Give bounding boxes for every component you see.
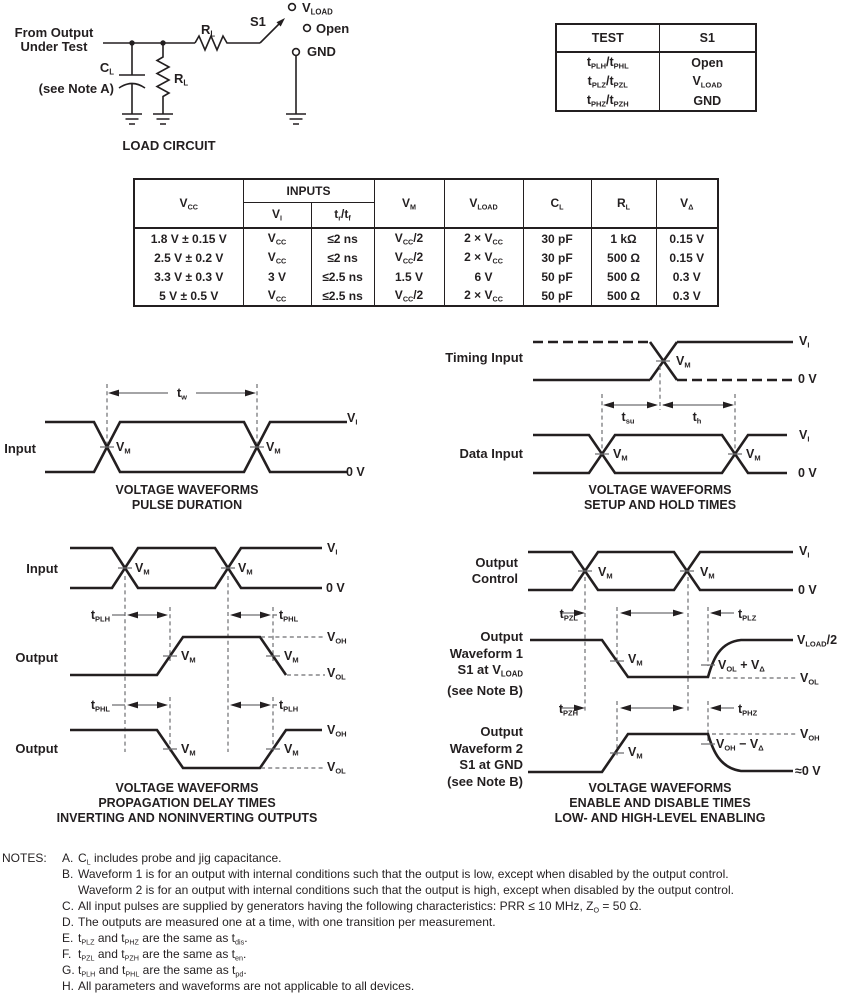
cell: 30 pF xyxy=(523,248,591,267)
s1-table-row xyxy=(556,91,756,111)
vi-level-label: $V_I$ xyxy=(327,541,338,557)
note-text: $C_L$ includes probe and jig capacitance. xyxy=(78,851,282,867)
notes-title: NOTES: xyxy=(2,851,47,865)
note-text: Waveform 2 is for an output with internal conditions such that the output is high, except when disabled by the output control. xyxy=(78,883,734,897)
label-line: (see Note B) xyxy=(447,773,523,789)
note-text: All input pulses are supplied by generators having the following characteristics: PRR ≤ 10 MHz, $Z_O = 50$ Ω. xyxy=(78,899,642,915)
tsu-label: $t_{su}$ xyxy=(621,410,635,426)
cell: 50 pF xyxy=(523,286,591,306)
cl-label xyxy=(39,60,114,97)
caption-line: ENABLE AND DISABLE TIMES xyxy=(569,796,751,810)
vi-level-label: $V_I$ xyxy=(799,544,810,560)
col-header-vdelta: $V_\Delta$ xyxy=(656,179,718,228)
note-text: $t_{PZL}$ and $t_{PZH}$ are the same as $t_{en}$. xyxy=(78,947,247,963)
cell: $V_{LOAD}$ xyxy=(692,73,723,90)
caption-line: VOLTAGE WAVEFORMS xyxy=(115,483,259,497)
cell: 0.15 V xyxy=(656,248,718,267)
cell: 50 pF xyxy=(523,267,591,286)
tphl-label: $t_{PHL}$ xyxy=(279,608,299,624)
table-row xyxy=(134,248,718,267)
prop-output1-label: Output xyxy=(15,650,58,665)
vm-label: $V_M$ xyxy=(284,742,299,758)
cell: 1.5 V xyxy=(374,267,444,286)
cell: $t_{PHZ}/t_{PZH}$ xyxy=(556,91,659,111)
zero-v-level-label: 0 V xyxy=(798,466,817,480)
note-text: All parameters and waveforms are not applicable to all devices. xyxy=(78,979,415,993)
note-text: $t_{PLZ}$ and $t_{PHZ}$ are the same as $t_{dis}$. xyxy=(78,931,248,947)
cell: 5 V ± 0.5 V xyxy=(134,286,243,306)
label-line: Output xyxy=(480,629,523,644)
table-row xyxy=(134,228,718,248)
voh-level-label: $V_{OH}$ xyxy=(327,723,347,739)
cell: $V_{CC}$ xyxy=(243,248,311,267)
table-row xyxy=(134,286,718,306)
tplz-label: $t_{PLZ}$ xyxy=(738,607,757,623)
col-header-rl: $R_L$ xyxy=(591,179,656,228)
timing-input-label: Timing Input xyxy=(445,350,523,365)
vi-level-label: $V_I$ xyxy=(799,334,810,350)
output-waveform2-label xyxy=(447,724,523,790)
cell: $V_{CC}/2$ xyxy=(374,286,444,306)
note-id: H. xyxy=(62,979,74,993)
cell: 0.15 V xyxy=(656,228,718,248)
data-input-label: Data Input xyxy=(459,446,523,461)
cell: $V_{CC}/2$ xyxy=(374,248,444,267)
prop-input-label: Input xyxy=(26,561,58,576)
cell: ≤2 ns xyxy=(311,248,374,267)
test-conditions-table xyxy=(133,178,719,307)
tw-label: $t_w$ xyxy=(176,386,188,402)
prop-output2-label: Output xyxy=(15,741,58,756)
caption-line: SETUP AND HOLD TIMES xyxy=(583,497,737,512)
pulse-input-label: Input xyxy=(4,441,36,456)
vm-label: $V_M$ xyxy=(135,561,150,577)
vi-level-label: $V_I$ xyxy=(347,411,358,427)
cell: 500 Ω xyxy=(591,248,656,267)
from-output-line2: Under Test xyxy=(20,38,88,54)
cl-note: (see Note A) xyxy=(38,80,114,96)
tpzh-label: $t_{PZH}$ xyxy=(558,702,578,718)
th-label: $t_h$ xyxy=(692,410,702,426)
cell: 1 kΩ xyxy=(591,228,656,248)
setup-hold-caption xyxy=(584,483,736,512)
caption-line: INVERTING AND NONINVERTING OUTPUTS xyxy=(56,811,318,825)
tpzl-label: $t_{PZL}$ xyxy=(559,607,578,623)
zero-v-level-label: 0 V xyxy=(326,581,345,595)
caption-line: VOLTAGE WAVEFORMS xyxy=(115,781,259,795)
col-header-vi: $V_I$ xyxy=(243,203,311,229)
cell: ≤2.5 ns xyxy=(311,267,374,286)
col-header-vm: $V_M$ xyxy=(374,179,444,228)
voh-level-label: $V_{OH}$ xyxy=(800,727,820,743)
prop-delay-caption xyxy=(57,781,318,826)
cell: 2.5 V ± 0.2 V xyxy=(134,248,243,267)
cell: $V_{CC}$ xyxy=(243,228,311,248)
vm-label: $V_M$ xyxy=(181,649,196,665)
tphz-label: $t_{PHZ}$ xyxy=(738,702,758,718)
s1-table-row xyxy=(556,52,756,72)
cell: 500 Ω xyxy=(591,267,656,286)
cell: Open xyxy=(691,55,724,70)
tplh-label: $t_{PLH}$ xyxy=(90,608,110,624)
rl-series-label: $R_L$ xyxy=(201,22,216,39)
col-header-trtf: $t_r/t_f$ xyxy=(311,203,374,229)
cell: 0.3 V xyxy=(656,286,718,306)
pulse-caption xyxy=(115,483,258,512)
cell: $t_{PLZ}/t_{PZL}$ xyxy=(556,72,659,91)
vm-label: $V_M$ xyxy=(284,649,299,665)
vm-label: $V_M$ xyxy=(613,447,628,463)
vm-label: $V_M$ xyxy=(598,565,613,581)
voh-minus-vdelta-label: $V_{OH} - V_\Delta$ xyxy=(716,737,764,753)
label-line: S1 at $V_{LOAD}$ xyxy=(457,662,523,679)
cell: $t_{PLH}/t_{PHL}$ xyxy=(556,52,659,72)
label-line: Waveform 2 xyxy=(449,740,523,756)
cell: 6 V xyxy=(444,267,523,286)
col-header-cl: $C_L$ xyxy=(523,179,591,228)
vm-label: $V_M$ xyxy=(116,440,131,456)
note-id: F. xyxy=(62,947,72,961)
note-id: B. xyxy=(62,867,74,881)
note-id: E. xyxy=(62,931,74,945)
caption-line: VOLTAGE WAVEFORMS xyxy=(588,483,732,497)
cell: 3.3 V ± 0.3 V xyxy=(134,267,243,286)
cl-symbol: $C_L$ xyxy=(99,60,114,77)
label-line: (see Note B) xyxy=(447,683,523,699)
s1-table-header-test: TEST xyxy=(556,24,659,52)
enable-disable-caption xyxy=(555,781,766,826)
label-line: Control xyxy=(471,571,518,586)
cell: ≤2.5 ns xyxy=(311,286,374,306)
col-header-inputs: INPUTS xyxy=(243,179,374,203)
zero-v-level-label: 0 V xyxy=(346,465,365,479)
cell: 0.3 V xyxy=(656,267,718,286)
vm-label: $V_M$ xyxy=(181,742,196,758)
rl-shunt-label: $R_L$ xyxy=(174,71,189,88)
cell: ≤2 ns xyxy=(311,228,374,248)
pulse-duration-waveform-art xyxy=(45,384,347,472)
vol-level-label: $V_{OL}$ xyxy=(327,666,346,682)
col-header-vload: $V_{LOAD}$ xyxy=(444,179,523,228)
note-text: Waveform 1 is for an output with internal conditions such that the output is low, except when disabled by the output control. xyxy=(78,867,729,881)
label-line: Waveform 1 xyxy=(449,645,523,661)
cell: 500 Ω xyxy=(591,286,656,306)
label-line: Output xyxy=(475,555,518,570)
output-waveform1-label xyxy=(447,629,523,700)
cell: 3 V xyxy=(243,267,311,286)
load-circuit-caption: LOAD CIRCUIT xyxy=(122,138,216,153)
col-header-vcc: $V_{CC}$ xyxy=(134,179,243,228)
tphl-label: $t_{PHL}$ xyxy=(90,698,110,714)
note-id: A. xyxy=(62,851,74,865)
output-control-label xyxy=(472,555,518,587)
vol-plus-vdelta-label: $V_{OL} + V_\Delta$ xyxy=(718,658,765,674)
vload-half-level-label: $V_{LOAD}/2$ xyxy=(797,633,838,649)
from-output-label xyxy=(6,26,102,53)
caption-line: LOW- AND HIGH-LEVEL ENABLING xyxy=(554,811,766,825)
cell: GND xyxy=(693,93,722,108)
s1-table-row xyxy=(556,72,756,91)
cell: $2 \times V_{CC}$ xyxy=(444,286,523,306)
voh-level-label: $V_{OH}$ xyxy=(327,630,347,646)
caption-line: VOLTAGE WAVEFORMS xyxy=(588,781,732,795)
label-line: S1 at GND xyxy=(459,757,523,772)
vm-label: $V_M$ xyxy=(238,561,253,577)
from-output-line1: From Output xyxy=(14,25,94,40)
approx-zero-level-label: ≈0 V xyxy=(795,764,821,778)
vm-label: $V_M$ xyxy=(746,447,761,463)
note-id: G. xyxy=(62,963,75,977)
label-line: Output xyxy=(480,724,523,739)
s1-table-header-s1: S1 xyxy=(659,24,756,52)
s1-test-table xyxy=(555,23,757,112)
vload-terminal-label: $V_{LOAD}$ xyxy=(302,0,333,17)
gnd-terminal-label: GND xyxy=(307,44,336,59)
note-id: D. xyxy=(62,915,74,929)
caption-line: PROPAGATION DELAY TIMES xyxy=(98,796,276,810)
note-text: The outputs are measured one at a time, with one transition per measurement. xyxy=(78,915,496,929)
tplh-label: $t_{PLH}$ xyxy=(279,698,299,714)
cell: $2 \times V_{CC}$ xyxy=(444,248,523,267)
cell: $V_{CC}$ xyxy=(243,286,311,306)
zero-v-level-label: 0 V xyxy=(798,372,817,386)
vm-label: $V_M$ xyxy=(628,652,643,668)
vm-label: $V_M$ xyxy=(700,565,715,581)
vol-level-label: $V_{OL}$ xyxy=(800,671,819,687)
vm-label: $V_M$ xyxy=(266,440,281,456)
vol-level-label: $V_{OL}$ xyxy=(327,760,346,776)
s1-switch-label: S1 xyxy=(250,14,266,29)
caption-line: PULSE DURATION xyxy=(131,497,243,512)
cell: 1.8 V ± 0.15 V xyxy=(134,228,243,248)
vm-label: $V_M$ xyxy=(628,745,643,761)
vi-level-label: $V_I$ xyxy=(799,428,810,444)
open-terminal-label: Open xyxy=(316,21,350,36)
vm-label: $V_M$ xyxy=(676,354,691,370)
note-text: $t_{PLH}$ and $t_{PHL}$ are the same as $t_{pd}$. xyxy=(78,963,247,979)
note-id: C. xyxy=(62,899,74,913)
cell: 30 pF xyxy=(523,228,591,248)
cell: $V_{CC}/2$ xyxy=(374,228,444,248)
zero-v-level-label: 0 V xyxy=(798,583,817,597)
table-row xyxy=(134,267,718,286)
cell: $2 \times V_{CC}$ xyxy=(444,228,523,248)
